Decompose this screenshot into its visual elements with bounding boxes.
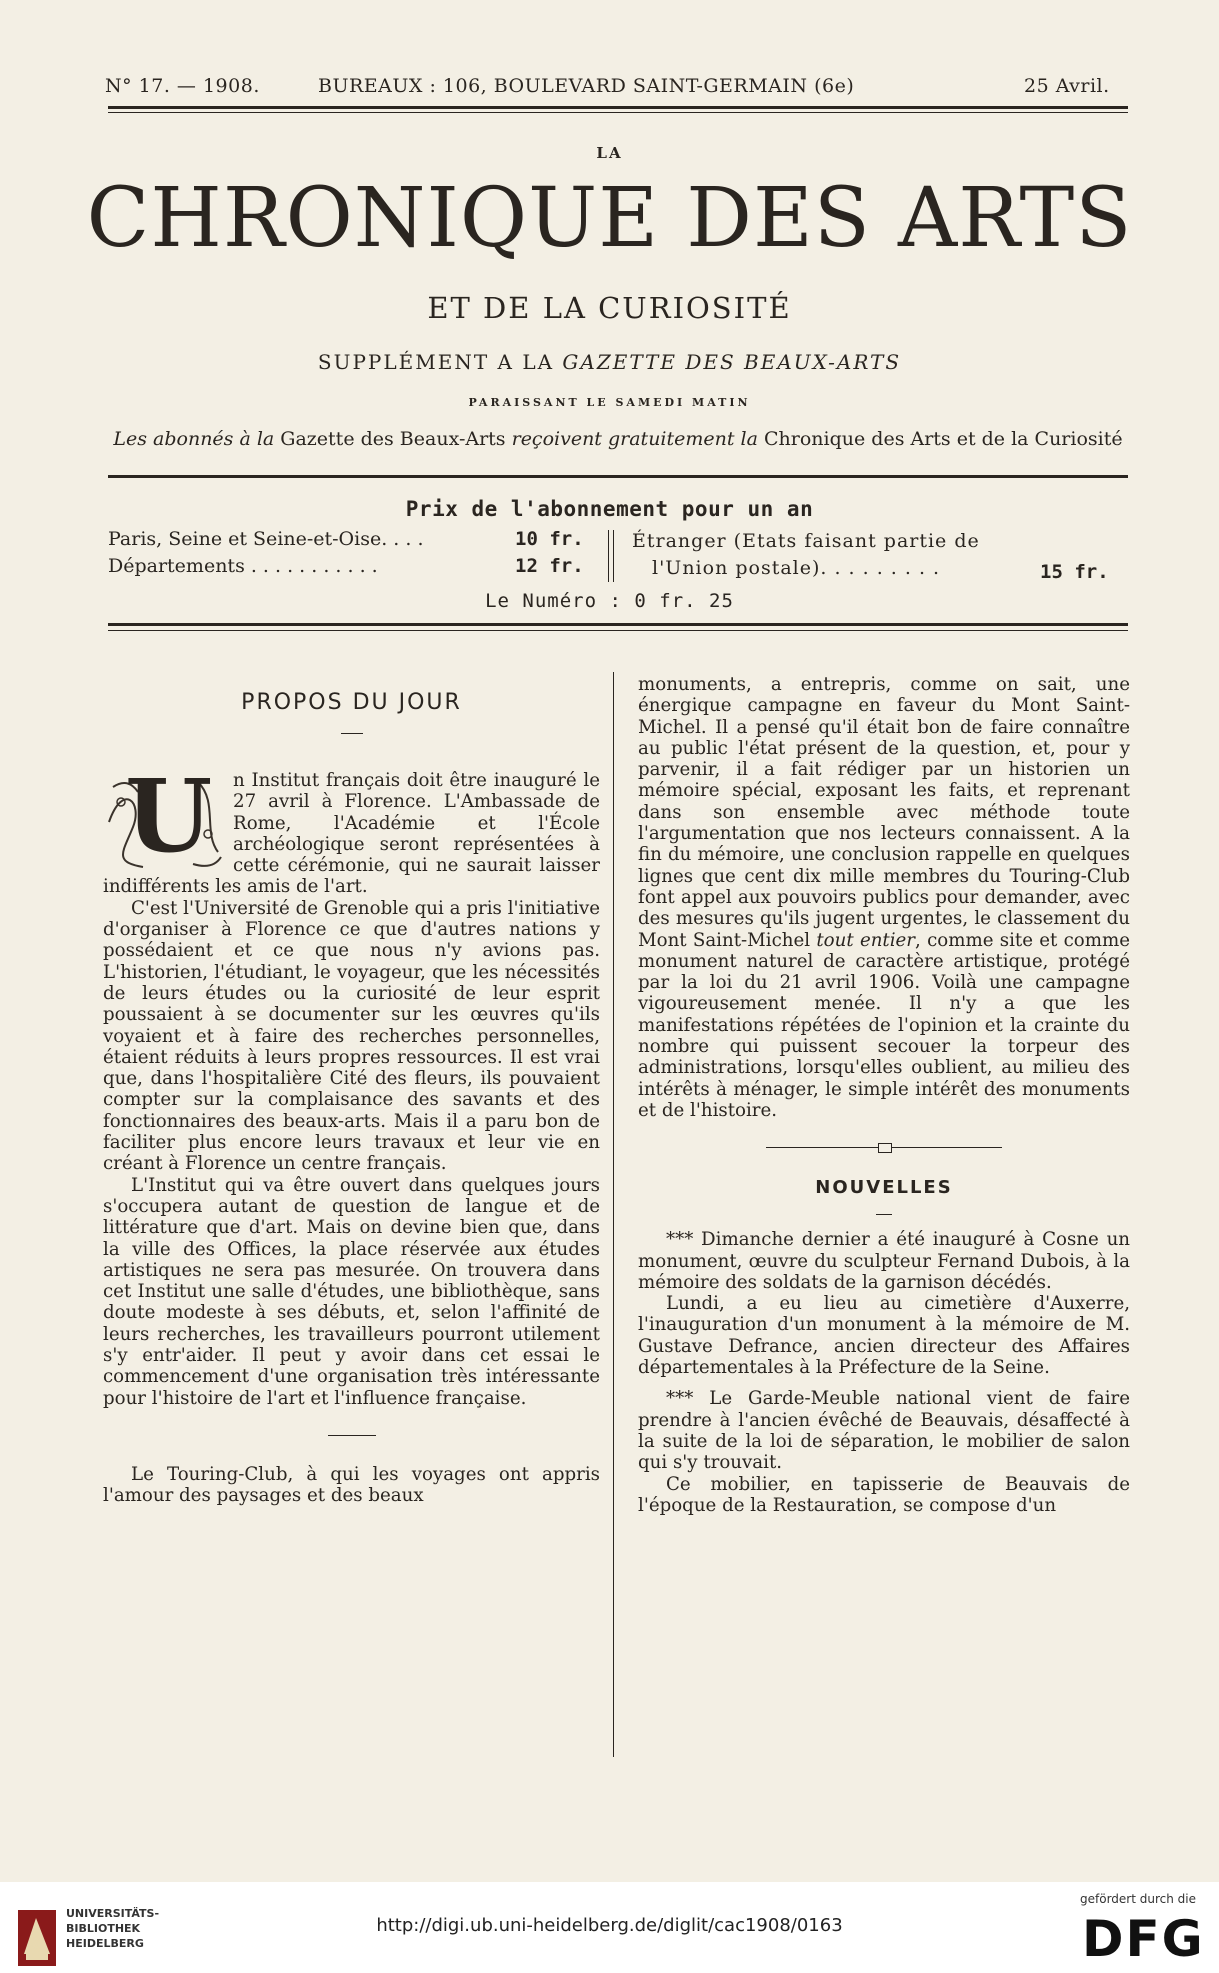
propos-paragraph-3: L'Institut qui va être ouvert dans quelques jours s'occupera autant de question de langue et de littérature que d'art. Mais on devine bien que, dans la ville des Offices, la place réservée aux études artistiques ne sera pas mesurée. On trouvera dans cet Institut une salle d'études, une bibliothèque, sans doute modeste à ses débuts, et, selon l'affinité de leurs recherches, les travailleurs pourront utilement s'y entr'aider. Il peut y avoir dans cet essai le commencement d'une organisation très intéressante pour l'histoire de l'art et l'influence française. [103,1174,600,1409]
left-column [103,690,600,1507]
abonnes-line: Les abonnés à la Gazette des Beaux-Arts reçoivent gratuitement la Chronique des Arts et de la Curiosité [113,428,1123,450]
propos-paragraph-4: Le Touring-Club, à qui les voyages ont appris l'amour des paysages et des beaux [103,1463,600,1507]
digitization-footer [0,1882,1219,1973]
ornamental-initial: U [103,772,225,874]
source-url-link[interactable]: http://digi.ub.uni-heidelberg.de/diglit/cac1908/0163 [376,1915,843,1936]
ornamental-separator [638,1121,1130,1167]
column-divider [613,672,614,1757]
subscription-heading: Prix de l'abonnement pour un an [405,497,814,521]
price-divider-2 [613,530,614,582]
right-column [638,674,1130,1516]
price-divider [608,530,609,582]
news-item-1: *** Dimanche dernier a été inauguré à Cosne un monument, œuvre du sculpteur Fernand Dubois, à la mémoire des soldats de la garnison décédés. [638,1229,1130,1293]
price-paris-label: Paris, Seine et Seine-et-Oise. . . . [108,528,424,550]
propos-paragraph-2: C'est l'Université de Grenoble qui a pris l'initiative d'organiser à Florence ce que d'autres nations y possédaient et ce que nous n'y avions pas. L'historien, l'étudiant, le voyageur, que les nécessités de leurs études ou la curiosité de leur esprit poussaient à se documenter sur les œuvres qu'ils voyaient et à faire des recherches personnelles, étaient réduits à leurs propres ressources. Il est vrai que, dans l'hospitalière Cité des fleurs, ils pouvaient compter sur la complaisance des savants et des fonctionnaires des beaux-arts. Mais il a paru bon de faciliter plus encore leurs travaux et leur vie en créant à Florence un centre français. [103,897,600,1175]
price-etranger: 15 fr. [1040,561,1109,583]
propos-heading: PROPOS DU JOUR [241,690,462,715]
paraissant-line: PARAISSANT LE SAMEDI MATIN [468,396,751,409]
masthead-subtitle: ET DE LA CURIOSITÉ [427,291,792,325]
section-dash [328,1435,376,1436]
news-item-3: *** Le Garde-Meuble national vient de faire prendre à l'ancien évêché de Beauvais, désaffecté à la suite de la loi de séparation, le mobilier de salon qui s'y trouvait. [638,1388,1130,1474]
issue-number: N° 17. — 1908. [105,75,260,97]
touring-paragraph: monuments, a entrepris, comme on sait, une énergique campagne en faveur du Mont Saint-Michel. Il a pensé qu'il était bon de faire connaître au public l'état présent de la question, et, pour y parvenir, il a fait rédiger par un historien un mémoire spécial, exposant les faits, et reprenant dans son ensemble avec méthode toute l'argumentation que nos lecteurs connaissent. A la fin du mémoire, une conclusion rappelle en quelques lignes que cent dix mille membres du Touring-Club font appel aux pouvoirs publics pour demander, avec des mesures qu'ils jugent urgentes, le classement du Mont Saint-Michel tout entier, comme site et comme monument naturel de caractère artistique, protégé par la loi du 21 avril 1906. Voilà une campagne vigoureusement menée. Il n'y a que les manifestations répétées de l'opinion et la crainte du nombre qui puissent secouer la torpeur des administrations, lorsqu'elles oublient, au milieu des intérêts à ménager, le simple intérêt des monuments et de l'histoire. [638,674,1130,1121]
nouvelles-dash [876,1214,892,1215]
price-departements-label: Départements . . . . . . . . . . . [108,555,378,577]
dfg-logo: DFG [1082,1910,1205,1968]
columns-top-rule [108,623,1128,626]
price-numero: Le Numéro : 0 fr. 25 [485,590,734,612]
price-paris: 10 fr. [515,528,584,550]
news-item-2: Lundi, a eu lieu au cimetière d'Auxerre, l'inauguration d'un monument à la mémoire de M. Gustave Defrance, ancien directeur des Affaires départementales à la Préfecture de la Seine. [638,1293,1130,1379]
funded-by-label: gefördert durch die [1080,1892,1196,1906]
columns-top-rule-thin [108,630,1128,631]
issue-date: 25 Avril. [1024,75,1110,97]
nouvelles-heading: NOUVELLES [815,1177,953,1199]
price-etranger-label-2: l'Union postale). . . . . . . . . [652,557,941,579]
supplement-line: SUPPLÉMENT A LA GAZETTE DES BEAUX-ARTS [317,350,902,374]
bureaux-address: BUREAUX : 106, BOULEVARD SAINT-GERMAIN (6e) [318,75,855,97]
heading-dash [341,733,363,734]
header-rule-thin [108,112,1128,113]
masthead-title: CHRONIQUE DES ARTS [86,171,1133,266]
title-rule [108,475,1128,478]
news-item-4: Ce mobilier, en tapisserie de Beauvais de l'époque de la Restauration, se compose d'un [638,1473,1130,1516]
propos-paragraph-1: U n Institut français doit être inauguré le 27 avril à Florence. L'Ambassade de Rome, l'Académie et l'École archéologique seront représentées à cette cérémonie, qui ne saurait laisser indifférents les amis de l'art. [103,757,600,898]
price-etranger-label-1: Étranger (Etats faisant partie de [632,530,980,552]
library-name: UNIVERSITÄTS- BIBLIOTHEK HEIDELBERG [66,1907,160,1950]
title-la: LA [596,144,623,162]
header-rule [108,106,1128,109]
price-departements: 12 fr. [515,555,584,577]
